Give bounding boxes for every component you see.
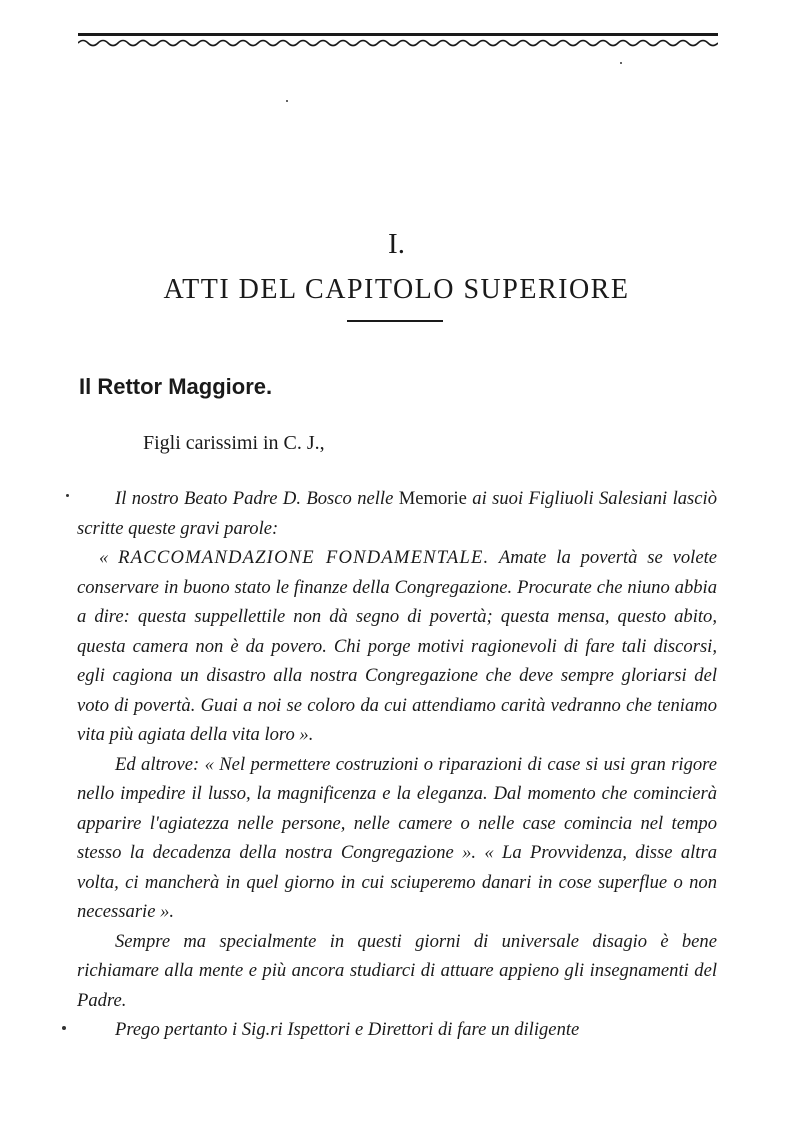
paragraph-1-part-a: Il nostro Beato Padre D. Bosco nelle	[115, 488, 399, 509]
paragraph-3: Ed altrove: « Nel permettere costruzioni o riparazioni di case si usi gran rigore nello impedire il lusso, la magnificenza e la eleganza. Dal momento che comincierà apparire l'agiatezza nelle persone, nelle camere o nelle case comincia nel tempo stesso la decadenza della nostra Congregazione ». « La Provvidenza, disse altra volta, ci mancherà in quel giorno in cui sciuperemo danari in cose superflue o non necessarie ».	[77, 753, 717, 922]
title-underline	[347, 320, 443, 322]
quote-open: «	[99, 547, 119, 568]
paragraph-1-part-b: ai suoi Figliuoli Salesiani lasciò scritte queste gravi parole:	[77, 488, 717, 539]
scan-speck	[620, 62, 622, 64]
letter-body	[77, 484, 717, 1045]
chapter-number: I.	[388, 228, 405, 260]
paragraph-2	[77, 543, 717, 750]
letter-salutation: Figli carissimi in C. J.,	[143, 432, 325, 454]
paragraph-5: Prego pertanto i Sig.ri Ispettori e Direttori di fare un diligente	[115, 1019, 580, 1040]
fundamental-recommendation: RACCOMANDAZIONE FONDAMENTALE.	[118, 547, 490, 568]
ornamental-wave-rule	[78, 38, 718, 48]
paragraph-4: Sempre ma specialmente in questi giorni di universale disagio è bene richiamare alla mente e più ancora studiarci di attuare appieno gli insegnamenti del Padre.	[77, 930, 717, 1011]
scan-speck	[62, 1026, 66, 1030]
section-heading: Il Rettor Maggiore.	[79, 374, 273, 399]
scan-speck	[286, 100, 288, 102]
scan-speck	[66, 494, 69, 497]
paragraph-1	[77, 484, 717, 543]
memorie-word: Memorie	[398, 488, 467, 509]
header-rule	[78, 33, 718, 36]
paragraph-2-text: Amate la povertà se volete conservare in buono stato le finanze della Congregazione. Procurate che niuno abbia a dire: questa suppellettile non dà segno di povertà; questa mensa, questo abito, questa camera non è da povero. Chi porge motivi ragionevoli di fare tali discorsi, egli cagiona un disastro alla nostra Congregazione che deve sempre gloriarsi del voto di povertà. Guai a noi se coloro da cui attendiamo carità vedranno che teniamo vita più agiata della vita loro ».	[77, 547, 717, 745]
chapter-title: ATTI DEL CAPITOLO SUPERIORE	[163, 274, 630, 305]
